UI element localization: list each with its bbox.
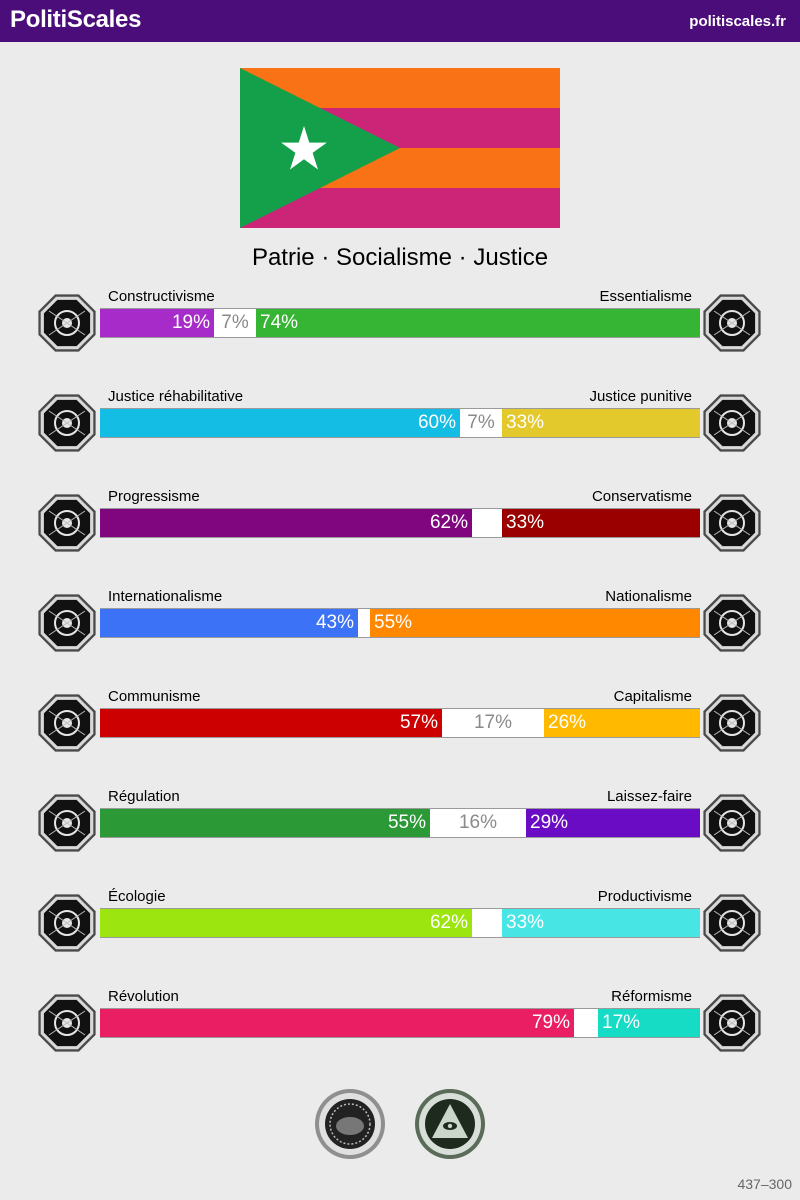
axis-left-score: 62% [100,909,472,937]
axis-left-score: 79% [100,1009,574,1037]
axis-right-label: Productivisme [597,888,692,905]
ruler-compass-icon [35,791,99,855]
ballot-box-icon [700,991,764,1055]
axis-left-score: 55% [100,809,430,837]
sprout-icon [35,891,99,955]
axis-left-label: Constructivisme [108,288,215,305]
axis-right-score: 17% [598,1009,700,1037]
axis-left-score: 43% [100,609,358,637]
seal-icon [314,1088,386,1160]
axis-row [0,688,800,768]
eye-pyramid-seal-icon [414,1088,486,1160]
axis-row [0,888,800,968]
score-footer: 437–300 [737,1176,792,1192]
seals-row [0,1088,800,1160]
axis-right-score: 33% [502,909,700,937]
eye-icon [35,291,99,355]
axis-neutral-score: 7% [214,309,256,337]
axis-right-score: 33% [502,509,700,537]
flag-emblem [240,68,560,228]
axis-bar [100,1008,700,1038]
axis-left-label: Justice réhabilitative [108,388,244,405]
flag-triangle [240,68,400,228]
header-bar [0,0,800,42]
axis-neutral-score: 16% [430,809,526,837]
axis-right-score: 55% [370,609,700,637]
axis-left-score: 57% [100,709,442,737]
flower-icon [700,291,764,355]
axis-right-score: 29% [526,809,700,837]
fist-icon [35,991,99,1055]
site-link[interactable]: politiscales.fr [689,13,786,30]
axis-left-score: 62% [100,509,472,537]
brand-logo[interactable]: PolitiScales [10,6,142,33]
axis-right-score: 74% [256,309,700,337]
axis-neutral-score [472,909,502,937]
globe-icon [35,591,99,655]
result-flag [240,68,560,228]
axis-right-score: 33% [502,409,700,437]
axis-neutral-score [574,1009,598,1037]
comet-icon [35,491,99,555]
axis-bar [100,608,700,638]
axis-neutral-score [472,509,502,537]
gear-icon [700,891,764,955]
axis-right-score: 26% [544,709,700,737]
axis-left-label: Progressisme [108,488,200,505]
axis-bar [100,408,700,438]
axis-row [0,288,800,368]
hammer-sickle-icon [35,691,99,755]
axis-row [0,588,800,668]
axis-bar [100,808,700,838]
axis-row [0,388,800,468]
flag-icon [700,591,764,655]
axis-bar [100,908,700,938]
axis-left-score: 19% [100,309,214,337]
axis-right-label: Nationalisme [605,588,692,605]
axis-neutral-score: 7% [460,409,502,437]
axis-neutral-score [358,609,370,637]
handshake-icon [35,391,99,455]
axis-left-label: Communisme [108,688,201,705]
axis-right-label: Justice punitive [589,388,692,405]
axis-row [0,788,800,868]
butterfly-icon [700,791,764,855]
prison-bars-icon [700,391,764,455]
axis-right-label: Réformisme [611,988,692,1005]
axis-left-label: Régulation [108,788,180,805]
axis-bar [100,508,700,538]
axis-left-label: Internationalisme [108,588,223,605]
axis-right-label: Essentialisme [599,288,692,305]
axis-left-label: Révolution [108,988,179,1005]
money-bag-icon [700,691,764,755]
motto-title: Patrie · Socialisme · Justice [251,244,549,271]
axis-bar [100,308,700,338]
axis-right-label: Capitalisme [613,688,692,705]
axis-right-label: Conservatisme [591,488,692,505]
axis-neutral-score: 17% [442,709,544,737]
axis-left-label: Écologie [108,888,166,905]
axis-left-score: 60% [100,409,460,437]
axis-row [0,988,800,1068]
axis-bar [100,708,700,738]
quill-icon [700,491,764,555]
axis-right-label: Laissez-faire [606,788,692,805]
axis-row [0,488,800,568]
